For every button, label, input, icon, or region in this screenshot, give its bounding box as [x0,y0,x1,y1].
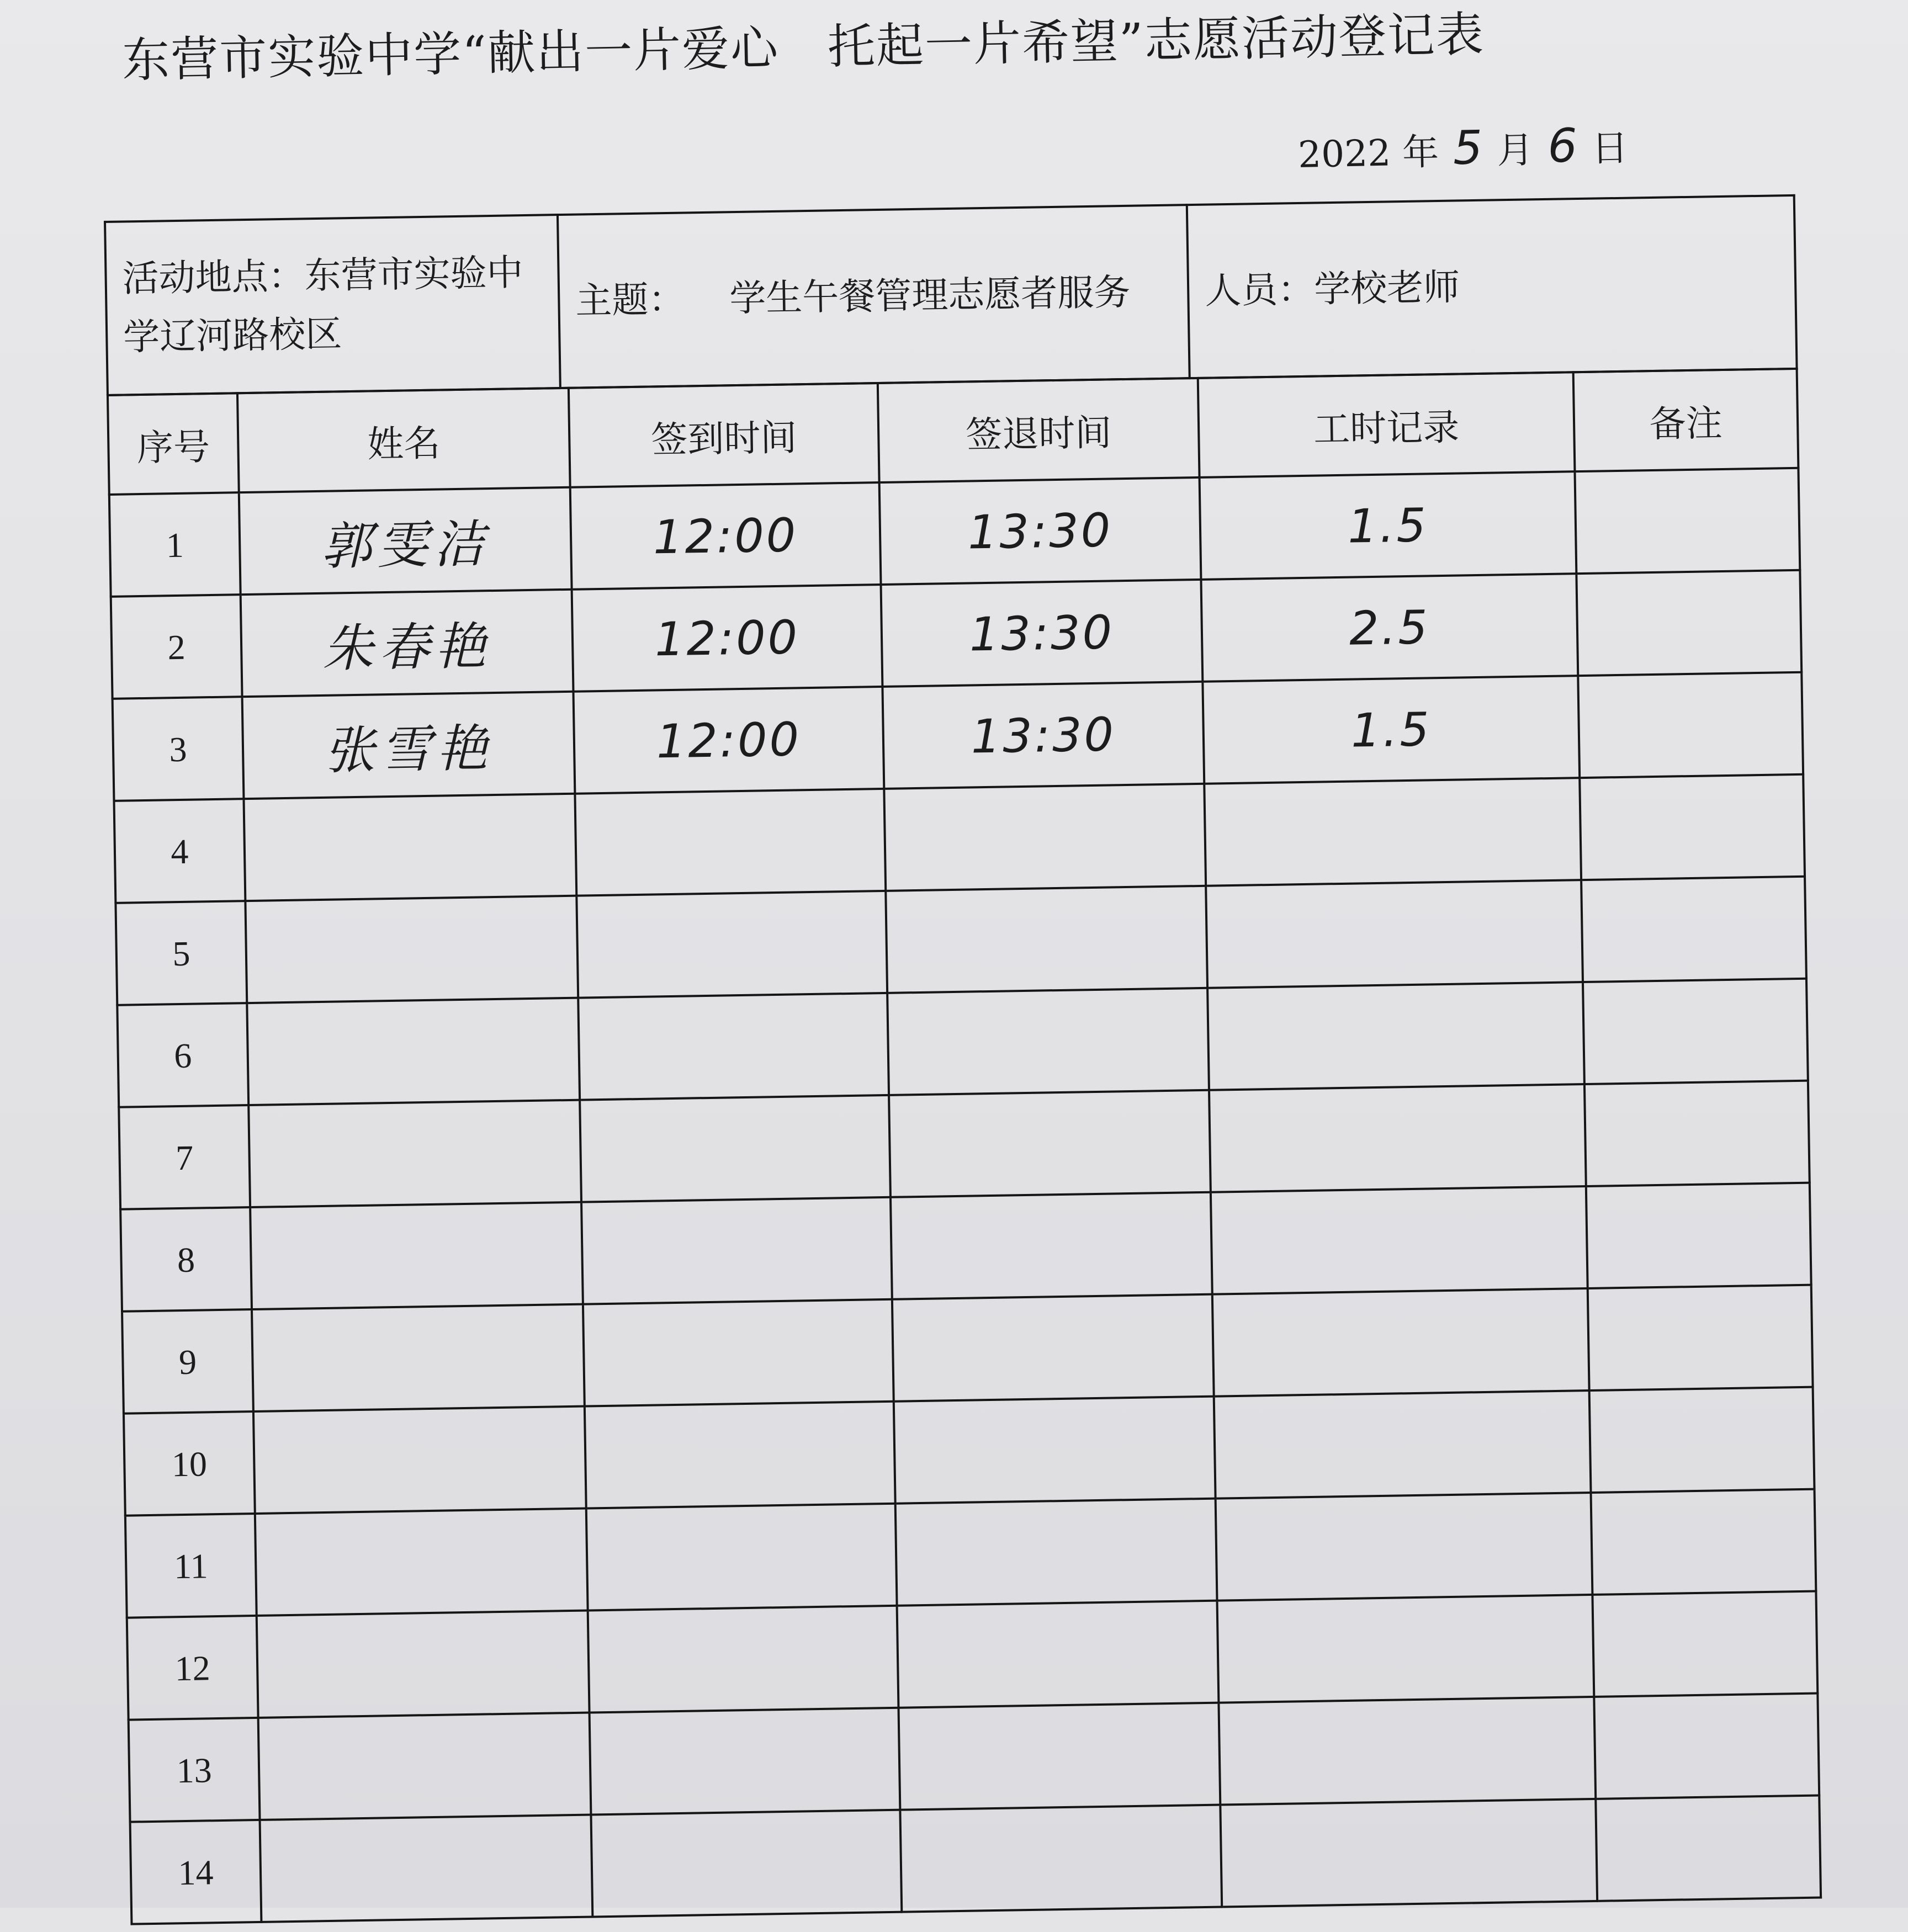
date-day-unit: 日 [1591,126,1629,170]
sign-in-time-cell [572,585,883,692]
sign-out-time-cell [879,477,1201,585]
work-hours: 2.5 [1349,599,1430,656]
row-number: 9 [178,1342,197,1382]
volunteer-name: 郭雯洁 [320,514,491,576]
date-day: 6 [1547,118,1578,173]
date-year-unit: 年 [1402,130,1439,174]
sign-in-time: 12:00 [654,609,800,666]
remarks-cell [1581,877,1806,982]
row-number-cell [130,1820,262,1924]
column-header: 序号 [108,393,239,495]
sign-in-time-cell [573,687,884,794]
work-hours-cell [1209,1084,1586,1192]
remarks-cell [1576,570,1801,676]
sign-out-time: 13:30 [969,604,1115,661]
work-hours-cell [1218,1697,1596,1805]
row-number-cell [129,1718,260,1822]
row-number: 3 [169,729,188,769]
remarks-cell [1578,672,1803,778]
theme-value: 学生午餐管理志愿者服务 [729,271,1131,320]
sign-out-time-cell [881,580,1203,687]
remarks-cell [1594,1694,1819,1799]
form-title: 东营市实验中学“献出一片爱心 托起一片希望”志愿活动登记表 [121,7,1485,88]
work-hours-cell [1211,1186,1588,1294]
sign-out-time-cell [892,1294,1214,1402]
sign-out-time-cell [898,1703,1220,1810]
sign-out-time-cell [891,1192,1212,1299]
sign-out-time-cell [900,1805,1222,1912]
work-hours-cell [1216,1493,1593,1601]
sign-in-time-cell [575,789,886,896]
row-number-cell [111,595,242,699]
sign-in-time-cell [588,1606,899,1713]
volunteer-name-cell [239,487,572,595]
sign-out-time: 13:30 [967,502,1113,559]
column-header: 签到时间 [569,383,879,487]
volunteer-name-cell [247,998,580,1105]
row-number: 14 [177,1853,214,1893]
theme-cell [558,205,1190,388]
work-hours: 1.5 [1350,702,1432,758]
volunteer-name-cell [253,1406,586,1514]
work-hours-cell [1201,574,1578,682]
row-number: 4 [170,831,189,872]
sign-in-time-cell [581,1197,892,1304]
row-number: 5 [172,933,190,974]
row-number-cell [122,1309,253,1414]
sign-in-time-cell [585,1402,895,1509]
sign-out-time-cell [897,1601,1219,1708]
work-hours-cell [1200,471,1577,580]
row-number: 7 [175,1138,194,1178]
row-number-cell [113,697,244,801]
column-header: 签退时间 [878,378,1200,482]
row-number: 2 [167,627,186,667]
row-number-cell [109,492,241,597]
work-hours-cell [1217,1595,1594,1703]
row-number-cell [125,1514,257,1618]
row-number-cell [127,1616,258,1720]
sign-in-time-cell [590,1708,900,1815]
date-month: 5 [1452,120,1483,176]
work-hours-cell [1220,1799,1597,1907]
sign-in-time-cell [576,891,887,998]
work-hours-cell [1212,1288,1589,1397]
sign-in-time-cell [578,993,889,1100]
volunteer-table [107,368,1822,1925]
row-number: 1 [166,525,184,565]
volunteer-name: 张雪艳 [324,718,494,781]
registration-form [104,194,1820,1932]
remarks-cell [1586,1183,1811,1288]
info-table [104,194,1798,396]
remarks-cell [1588,1285,1813,1390]
volunteer-name-cell [243,794,576,901]
remarks-cell [1580,774,1805,880]
sign-in-time-cell [586,1504,897,1611]
column-header: 工时记录 [1198,372,1575,477]
sign-out-time-cell [889,1090,1211,1197]
remarks-cell [1575,468,1800,574]
row-number-cell [114,799,246,903]
sign-in-time: 12:00 [656,712,802,768]
work-hours: 1.5 [1347,497,1429,554]
row-number: 12 [174,1648,211,1689]
sign-out-time-cell [895,1499,1217,1606]
theme-label: 主题： [575,278,685,322]
column-header: 姓名 [237,388,570,492]
remarks-cell [1591,1489,1816,1595]
volunteer-name-cell [255,1509,588,1616]
sign-out-time-cell [887,988,1209,1095]
volunteer-name-cell [260,1814,593,1922]
volunteer-name-cell [258,1713,591,1820]
volunteer-name-cell [245,896,578,1003]
sign-in-time-cell [591,1810,902,1917]
volunteer-name-cell [252,1304,585,1411]
row-number-cell [124,1411,255,1516]
row-number: 8 [177,1240,195,1280]
sign-out-time-cell [886,886,1207,993]
remarks-cell [1592,1591,1817,1697]
column-header: 备注 [1573,369,1799,471]
sign-out-time: 13:30 [971,707,1116,763]
remarks-cell [1596,1796,1821,1901]
sign-in-time-cell [570,482,881,590]
volunteer-name-cell [241,590,574,697]
remarks-cell [1589,1387,1815,1493]
work-hours-cell [1207,982,1584,1090]
remarks-cell [1583,979,1808,1084]
row-number-cell [120,1207,252,1312]
row-number-cell [117,1003,248,1107]
sign-out-time-cell [884,784,1206,891]
row-number: 13 [176,1750,213,1791]
row-number: 6 [173,1036,192,1076]
date-month-unit: 月 [1496,129,1534,172]
row-number-cell [119,1105,250,1209]
sign-out-time-cell [882,682,1204,789]
work-hours-cell [1206,880,1583,988]
work-hours-cell [1202,676,1580,784]
sign-out-time-cell [894,1397,1216,1504]
row-number: 10 [171,1444,208,1484]
sign-in-time-cell [583,1299,894,1406]
form-date [1297,117,1629,178]
volunteer-name-cell [242,692,575,799]
volunteer-name-cell [257,1611,590,1718]
remarks-cell [1584,1081,1810,1186]
work-hours-cell [1214,1390,1591,1499]
row-number-cell [115,901,247,1005]
location-cell: 活动地点：东营市实验中学辽河路校区 [105,215,560,395]
volunteer-name-cell [250,1202,583,1309]
personnel-cell: 人员：学校老师 [1187,195,1797,378]
row-number: 11 [173,1546,209,1586]
sign-in-time-cell [580,1095,891,1202]
work-hours-cell [1204,778,1581,886]
volunteer-name-cell [248,1100,581,1207]
date-year: 2022 [1297,131,1391,176]
volunteer-name: 朱春艳 [322,616,492,678]
sign-in-time: 12:00 [653,507,798,564]
